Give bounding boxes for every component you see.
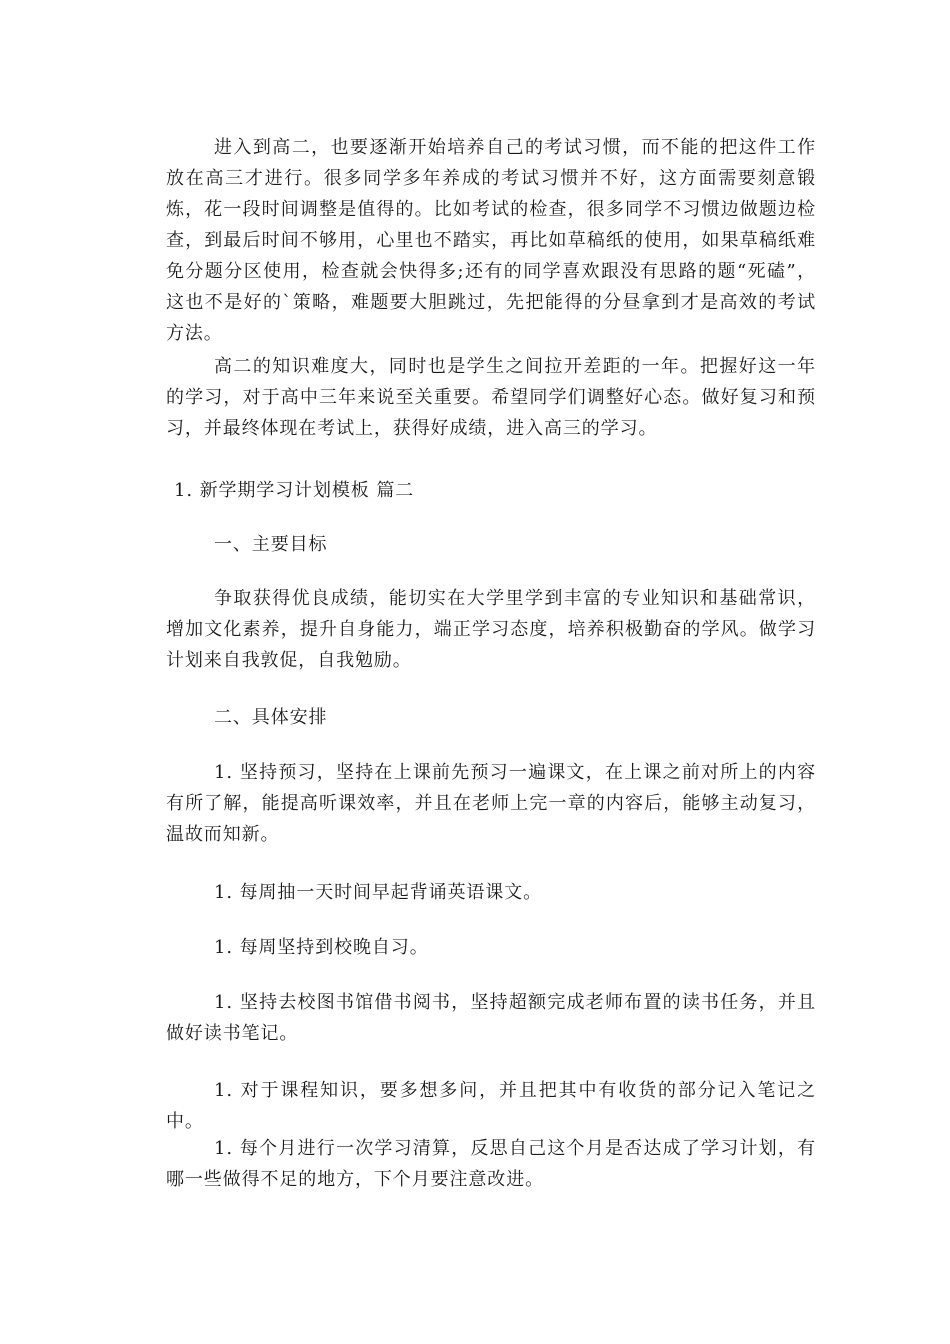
section-title-text: 1. 新学期学习计划模板 篇二 xyxy=(174,480,415,501)
plan-item xyxy=(166,1075,816,1137)
plan-item-text: 1. 每个月进行一次学习清算，反思自己这个月是否达成了学习计划，有哪一些做得不足的地方，下个月要注意改进。 xyxy=(166,1138,816,1190)
paragraph: 高二的知识难度大，同时也是学生之间拉开差距的一年。把握好这一年的学习，对于高中三年来说至关重要。希望同学们调整好心态。做好复习和预习，并最终体现在考试上，获得好成绩，进入高三的学习。 xyxy=(166,356,816,439)
paragraph: 争取获得优良成绩，能切实在大学里学到丰富的专业知识和基础常识，增加文化素养，提升自身能力，端正学习态度，培养积极勤奋的学风。做学习计划来自我敦促，自我勉励。 xyxy=(166,588,816,671)
heading-main-goal xyxy=(166,529,816,560)
plan-item-text: 1. 坚持去校图书馆借书阅书，坚持超额完成老师布置的读书任务，并且做好读书笔记。 xyxy=(166,992,816,1044)
plan-item-text: 1. 对于课程知识，要多想多问，并且把其中有收货的部分记入笔记之中。 xyxy=(166,1080,816,1132)
plan-item xyxy=(166,877,816,908)
heading-specific-plan xyxy=(166,702,816,733)
paragraph: 进入到高二，也要逐渐开始培养自己的考试习惯，而不能的把这件工作放在高三才进行。很多同学多年养成的考试习惯并不好，这方面需要刻意锻炼，花一段时间调整是值得的。比如考试的检查，很多同学不习惯边做题边检查，到最后时间不够用，心里也不踏实，再比如草稿纸的使用，如果草稿纸难免分题分区使用，检查就会快得多;还有的同学喜欢跟没有思路的题“死磕”，这也不是好的`策略，难题要大胆跳过，先把能得的分昼拿到才是高效的考试方法。 xyxy=(166,137,816,344)
grade-two-paragraph xyxy=(166,351,816,444)
heading-main-goal-text: 一、主要目标 xyxy=(214,534,328,555)
plan-item xyxy=(166,987,816,1049)
section-title xyxy=(166,475,816,506)
goal-paragraph xyxy=(166,583,816,676)
heading-specific-plan-text: 二、具体安排 xyxy=(214,707,328,728)
plan-item-text: 1. 坚持预习，坚持在上课前先预习一遍课文，在上课之前对所上的内容有所了解，能提高听课效率，并且在老师上完一章的内容后，能够主动复习，温故而知新。 xyxy=(166,762,816,845)
plan-item xyxy=(166,932,816,963)
plan-item xyxy=(166,757,816,850)
plan-item-text: 1. 每周坚持到校晚自习。 xyxy=(214,937,429,958)
plan-item-text: 1. 每周抽一天时间早起背诵英语课文。 xyxy=(214,882,542,903)
plan-item xyxy=(166,1133,816,1195)
exam-habits-paragraph xyxy=(166,132,816,349)
